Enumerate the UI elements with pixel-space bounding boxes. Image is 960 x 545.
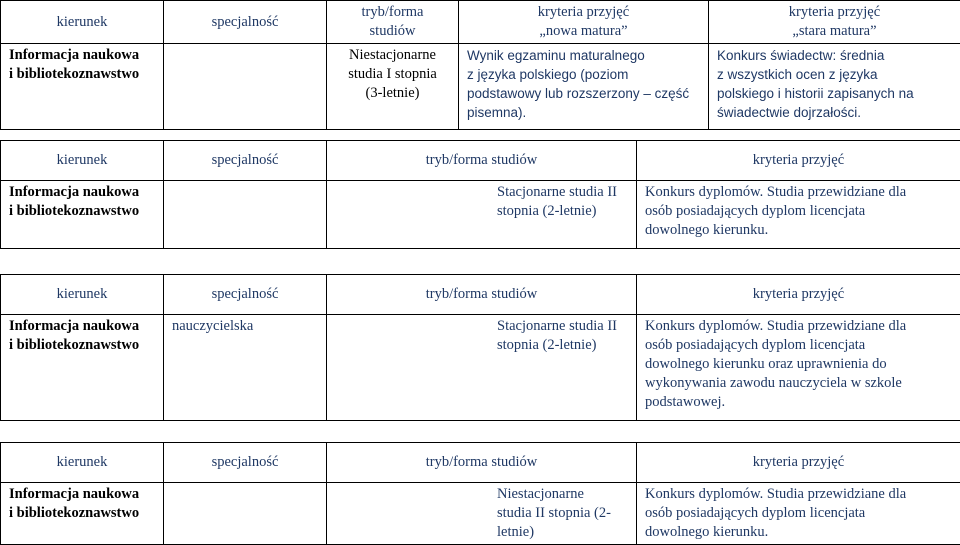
kryteria-cell: Konkurs dyplomów. Studia przewidziane dla osób posiadających dyplom licencjata dowolnego kierunku oraz uprawnienia do wykonywania zawodu nauczyciela w szkole podstawowej. xyxy=(637,315,960,421)
header-specjalnosc: specjalność xyxy=(164,141,327,181)
tryb-cell: Niestacjonarne studia I stopnia (3-letnie) xyxy=(327,44,459,130)
header-tryb: tryb/forma studiów xyxy=(327,275,637,315)
kierunek-cell: Informacja naukowa i bibliotekoznawstwo xyxy=(1,483,164,545)
admission-table-2 xyxy=(0,140,960,249)
kryteria-nowa-cell: Wynik egzaminu maturalnego z języka polskiego (poziom podstawowy lub rozszerzony – część pisemna). xyxy=(459,44,709,130)
tryb-cell: Stacjonarne studia II stopnia (2-letnie) xyxy=(327,315,637,421)
specjalnosc-cell: nauczycielska xyxy=(164,315,327,421)
specjalnosc-cell xyxy=(164,44,327,130)
header-kierunek: kierunek xyxy=(1,1,164,44)
specjalnosc-cell xyxy=(164,181,327,249)
header-nowa-matura: „nowa matura” xyxy=(467,22,700,41)
kierunek-cell: Informacja naukowa i bibliotekoznawstwo xyxy=(1,44,164,130)
header-specjalnosc: specjalność xyxy=(164,443,327,483)
header-kryteria: kryteria przyjęć xyxy=(637,275,960,315)
header-kierunek: kierunek xyxy=(1,141,164,181)
table-row xyxy=(1,315,960,421)
kryteria-cell: Konkurs dyplomów. Studia przewidziane dla osób posiadających dyplom licencjata dowolnego kierunku. xyxy=(637,181,960,249)
table-header-row xyxy=(1,1,960,44)
admission-table-4 xyxy=(0,442,960,545)
header-tryb: tryb/forma studiów xyxy=(327,443,637,483)
table-header-row xyxy=(1,275,960,315)
header-kryteria-nowa xyxy=(459,1,709,44)
tryb-cell: Niestacjonarne studia II stopnia (2- letnie) xyxy=(327,483,637,545)
specjalnosc-cell xyxy=(164,483,327,545)
header-tryb: tryb/forma studiów xyxy=(327,141,637,181)
kierunek-cell: Informacja naukowa i bibliotekoznawstwo xyxy=(1,181,164,249)
table-header-row xyxy=(1,443,960,483)
kryteria-stara-cell: Konkurs świadectw: średnia z wszystkich ocen z języka polskiego i historii zapisanych na świadectwie dojrzałości. xyxy=(709,44,960,130)
kryteria-cell: Konkurs dyplomów. Studia przewidziane dla osób posiadających dyplom licencjata dowolnego kierunku. xyxy=(637,483,960,545)
header-specjalnosc: specjalność xyxy=(164,275,327,315)
tryb-cell: Stacjonarne studia II stopnia (2-letnie) xyxy=(327,181,637,249)
header-stara-matura: „stara matura” xyxy=(717,22,952,41)
header-tryb: tryb/forma studiów xyxy=(327,1,459,44)
header-kryteria-label: kryteria przyjęć xyxy=(717,3,952,22)
header-kryteria-label: kryteria przyjęć xyxy=(467,3,700,22)
header-kryteria-stara xyxy=(709,1,960,44)
header-kryteria: kryteria przyjęć xyxy=(637,141,960,181)
table-row xyxy=(1,483,960,545)
table-row xyxy=(1,44,960,130)
header-kryteria: kryteria przyjęć xyxy=(637,443,960,483)
header-kierunek: kierunek xyxy=(1,275,164,315)
header-kierunek: kierunek xyxy=(1,443,164,483)
admission-table-1 xyxy=(0,0,960,130)
table-header-row xyxy=(1,141,960,181)
header-specjalnosc: specjalność xyxy=(164,1,327,44)
admission-table-3 xyxy=(0,274,960,421)
table-row xyxy=(1,181,960,249)
kierunek-cell: Informacja naukowa i bibliotekoznawstwo xyxy=(1,315,164,421)
